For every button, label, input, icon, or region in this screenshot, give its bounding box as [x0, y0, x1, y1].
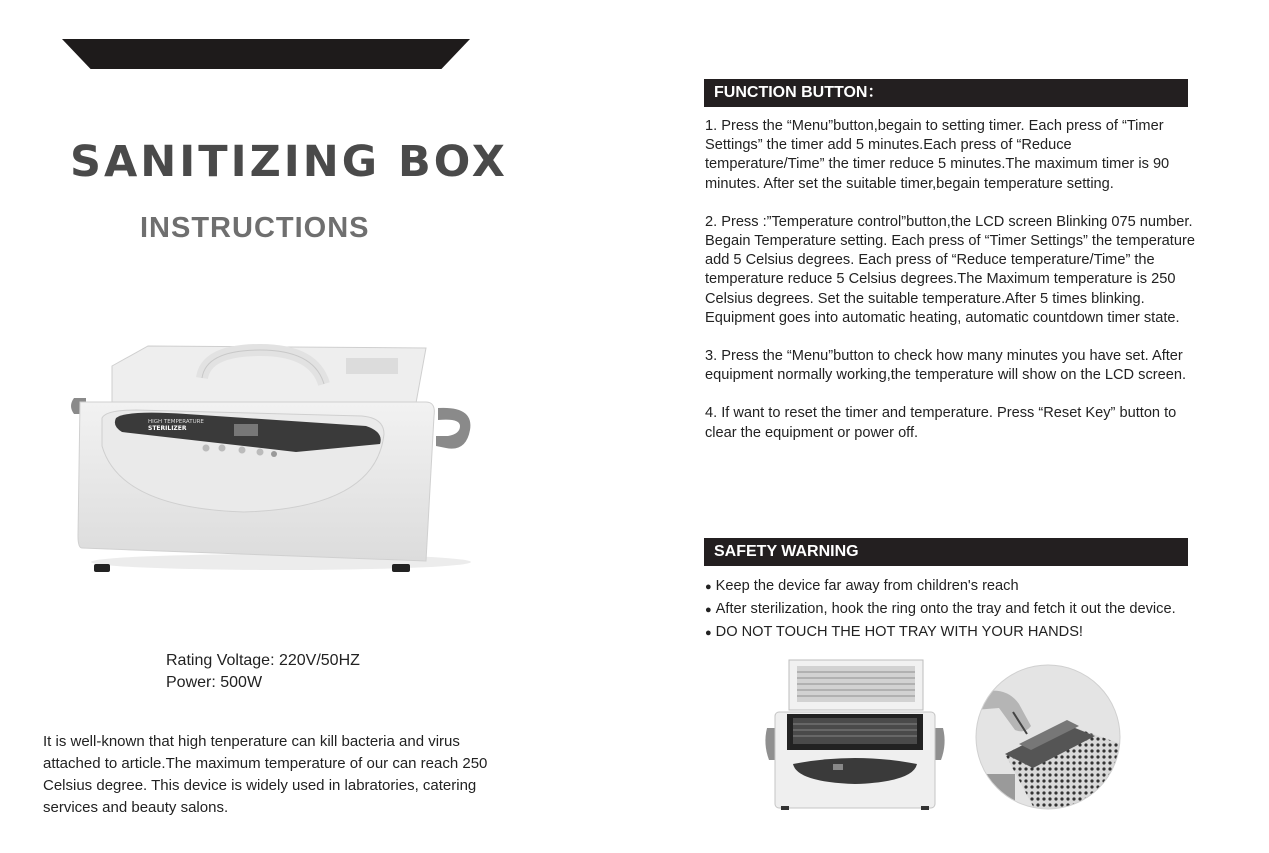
instruction-step-4: 4. If want to reset the timer and temperature. Press “Reset Key” button to clear the equipment or power off. — [705, 405, 1177, 441]
page-title: SANITIZING BOX — [70, 137, 508, 187]
instruction-step-2: 2. Press :”Temperature control”button,the LCD screen Blinking 075 number. Begain Temperature setting. Each press of “Timer Settings” the temperature add 5 Celsius degrees. Each press of “Reduce temperature/Time” the temperature reduce 5 Celsius degrees.The Maximum temperature is 250 Celsius degrees. Set the suitable temperature.After 5 times blinking. Equipment goes into automatic heating, automatic countdown timer state. — [705, 213, 1195, 326]
safety-warning-list — [705, 575, 1205, 644]
rating-voltage: Rating Voltage: 220V/50HZ — [166, 652, 360, 669]
instruction-step-1: 1. Press the “Menu”button,begain to setting timer. Each press of “Timer Settings” the timer add 5 minutes.Each press of “Reduce temperature/Time” the timer reduce 5 minutes.The maximum timer is 90 minutes. After set the suitable timer,begain temperature setting. — [705, 118, 1170, 192]
list-item — [705, 598, 1205, 621]
open-sterilizer-photo — [763, 656, 947, 812]
warning-text: DO NOT TOUCH THE HOT TRAY WITH YOUR HANDS! — [715, 624, 1083, 640]
function-button-heading: FUNCTION BUTTON： — [704, 79, 1188, 107]
tray-handling-photo — [975, 664, 1121, 810]
panel-text-line1: HIGH TEMPERATURE — [148, 419, 204, 425]
header-banner — [62, 39, 470, 69]
list-item — [705, 575, 1205, 598]
function-button-body — [705, 117, 1195, 462]
bullet-icon: ● — [705, 604, 712, 616]
warning-text: Keep the device far away from children's reach — [715, 578, 1019, 594]
bullet-icon: ● — [705, 581, 712, 593]
sterilizer-product-image — [66, 336, 482, 576]
list-item — [705, 621, 1205, 644]
specs-block — [166, 650, 360, 694]
safety-warning-heading: SAFETY WARNING — [704, 538, 1188, 566]
bullet-icon: ● — [705, 627, 712, 639]
power-rating: Power: 500W — [166, 674, 263, 691]
instruction-step-3: 3. Press the “Menu”button to check how many minutes you have set. After equipment normally working,the temperature will show on the LCD screen. — [705, 348, 1187, 384]
panel-text-line2: STERILIZER — [148, 425, 187, 432]
page-subtitle: INSTRUCTIONS — [140, 212, 370, 244]
warning-text: After sterilization, hook the ring onto the tray and fetch it out the device. — [715, 601, 1176, 617]
intro-paragraph: It is well-known that high tenperature can kill bacteria and virus attached to article.The maximum temperature of our can reach 250 Celsius degree. This device is widely used in labratories, catering services and beauty salons. — [43, 733, 488, 816]
